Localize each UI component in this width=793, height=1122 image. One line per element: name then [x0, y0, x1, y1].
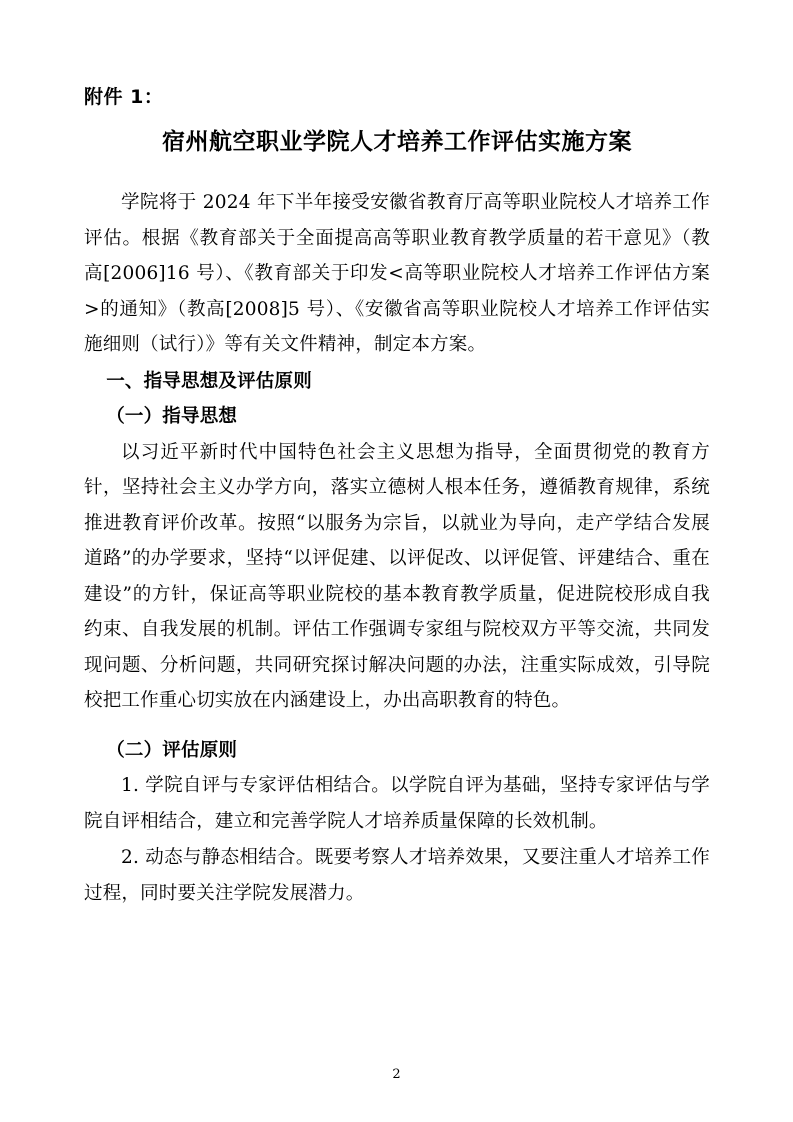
page-number: 2	[392, 1067, 401, 1082]
attachment-label: 附件 1：	[84, 86, 164, 108]
heading-subsection-one-two: （二）评估原则	[106, 739, 238, 761]
paragraph-principle-1: 1. 学院自评与专家评估相结合。以学院自评为基础，坚持专家评估与学院自评相结合，建立和完善学院人才培养质量保障的长效机制。	[84, 775, 710, 832]
paragraph-principle-2: 2. 动态与静态相结合。既要考察人才培养效果，又要注重人才培养工作过程，同时要关注学院发展潜力。	[84, 847, 710, 904]
heading-subsection-one-one: （一）指导思想	[106, 406, 238, 428]
paragraph-guiding-thought: 以习近平新时代中国特色社会主义思想为指导，全面贯彻党的教育方针，坚持社会主义办学方向，落实立德树人根本任务，遵循教育规律，系统推进教育评价改革。按照“以服务为宗旨，以就业为导向，走产学结合发展道路”的办学要求，坚持“以评促建、以评促改、以评促管、评建结合、重在建设”的方针，保证高等职业院校的基本教育教学质量，促进院校形成自我约束、自我发展的机制。评估工作强调专家组与院校双方平等交流，共同发现问题、分析问题，共同研究探讨解决问题的办法，注重实际成效，引导院校把工作重心切实放在内涵建设上，办出高职教育的特色。	[84, 441, 710, 712]
heading-section-one: 一、指导思想及评估原则	[106, 370, 312, 392]
document-body	[84, 84, 710, 912]
paragraph-intro: 学院将于 2024 年下半年接受安徽省教育厅高等职业院校人才培养工作评估。根据《教育部关于全面提高高等职业教育教学质量的若干意见》（教高[2006]16 号）、《教育部关于印发<高等职业院校人才培养工作评估方案>的通知》（教高[2008]5 号）、《安徽省高等职业院校人才培养工作评估实施细则（试行）》等有关文件精神，制定本方案。	[84, 192, 710, 356]
page-title: 宿州航空职业学院人才培养工作评估实施方案	[162, 128, 632, 155]
